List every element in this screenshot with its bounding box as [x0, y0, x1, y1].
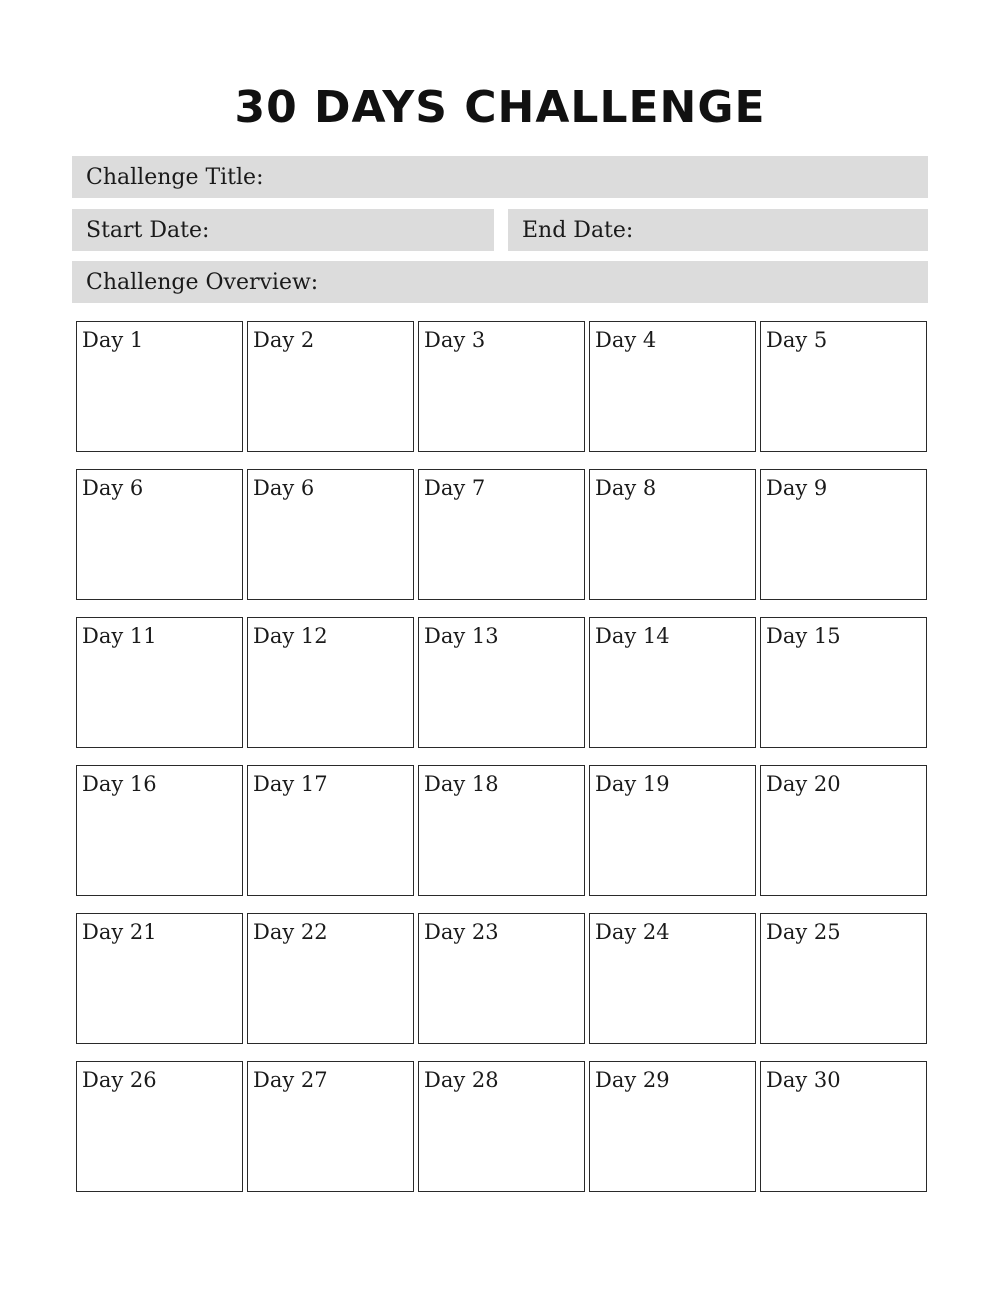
- start-date-field[interactable]: [72, 209, 494, 251]
- day-box[interactable]: [247, 913, 414, 1044]
- day-label: Day 3: [424, 328, 486, 352]
- day-label: Day 16: [82, 772, 157, 796]
- day-label: Day 19: [595, 772, 670, 796]
- day-box[interactable]: [760, 1061, 927, 1192]
- day-label: Day 24: [595, 920, 670, 944]
- day-box[interactable]: [589, 913, 756, 1044]
- day-label: Day 6: [253, 476, 315, 500]
- day-box[interactable]: [247, 1061, 414, 1192]
- day-label: Day 20: [766, 772, 841, 796]
- day-box[interactable]: [589, 469, 756, 600]
- day-label: Day 22: [253, 920, 328, 944]
- day-label: Day 12: [253, 624, 328, 648]
- day-box[interactable]: [418, 321, 585, 452]
- day-box[interactable]: [76, 913, 243, 1044]
- day-box[interactable]: [760, 469, 927, 600]
- page-title: 30 DAYS CHALLENGE: [234, 82, 766, 133]
- day-box[interactable]: [760, 913, 927, 1044]
- challenge-title-field[interactable]: [72, 156, 928, 198]
- day-label: Day 8: [595, 476, 657, 500]
- day-box[interactable]: [589, 617, 756, 748]
- challenge-overview-label: Challenge Overview:: [86, 269, 319, 295]
- day-label: Day 17: [253, 772, 328, 796]
- end-date-field[interactable]: [508, 209, 928, 251]
- day-label: Day 25: [766, 920, 841, 944]
- day-box[interactable]: [589, 765, 756, 896]
- day-grid: [76, 321, 929, 1192]
- day-label: Day 23: [424, 920, 499, 944]
- day-label: Day 28: [424, 1068, 499, 1092]
- challenge-title-label: Challenge Title:: [86, 164, 264, 190]
- day-label: Day 30: [766, 1068, 841, 1092]
- day-box[interactable]: [418, 765, 585, 896]
- day-label: Day 1: [82, 328, 144, 352]
- end-date-label: End Date:: [522, 217, 634, 243]
- day-box[interactable]: [76, 617, 243, 748]
- day-box[interactable]: [76, 321, 243, 452]
- day-label: Day 21: [82, 920, 157, 944]
- day-box[interactable]: [76, 469, 243, 600]
- day-box[interactable]: [589, 1061, 756, 1192]
- day-box[interactable]: [418, 469, 585, 600]
- day-label: Day 5: [766, 328, 828, 352]
- day-box[interactable]: [589, 321, 756, 452]
- day-box[interactable]: [760, 321, 927, 452]
- day-box[interactable]: [76, 765, 243, 896]
- day-label: Day 18: [424, 772, 499, 796]
- day-box[interactable]: [247, 469, 414, 600]
- day-box[interactable]: [247, 321, 414, 452]
- day-label: Day 14: [595, 624, 670, 648]
- day-label: Day 26: [82, 1068, 157, 1092]
- day-label: Day 9: [766, 476, 828, 500]
- day-box[interactable]: [418, 913, 585, 1044]
- day-label: Day 27: [253, 1068, 328, 1092]
- day-box[interactable]: [247, 617, 414, 748]
- day-label: Day 6: [82, 476, 144, 500]
- day-label: Day 29: [595, 1068, 670, 1092]
- day-box[interactable]: [76, 1061, 243, 1192]
- day-label: Day 15: [766, 624, 841, 648]
- start-date-label: Start Date:: [86, 217, 210, 243]
- day-label: Day 7: [424, 476, 486, 500]
- challenge-overview-field[interactable]: [72, 261, 928, 303]
- day-box[interactable]: [247, 765, 414, 896]
- day-label: Day 13: [424, 624, 499, 648]
- day-box[interactable]: [760, 765, 927, 896]
- day-label: Day 11: [82, 624, 157, 648]
- day-box[interactable]: [760, 617, 927, 748]
- day-box[interactable]: [418, 1061, 585, 1192]
- day-box[interactable]: [418, 617, 585, 748]
- day-label: Day 4: [595, 328, 657, 352]
- day-label: Day 2: [253, 328, 315, 352]
